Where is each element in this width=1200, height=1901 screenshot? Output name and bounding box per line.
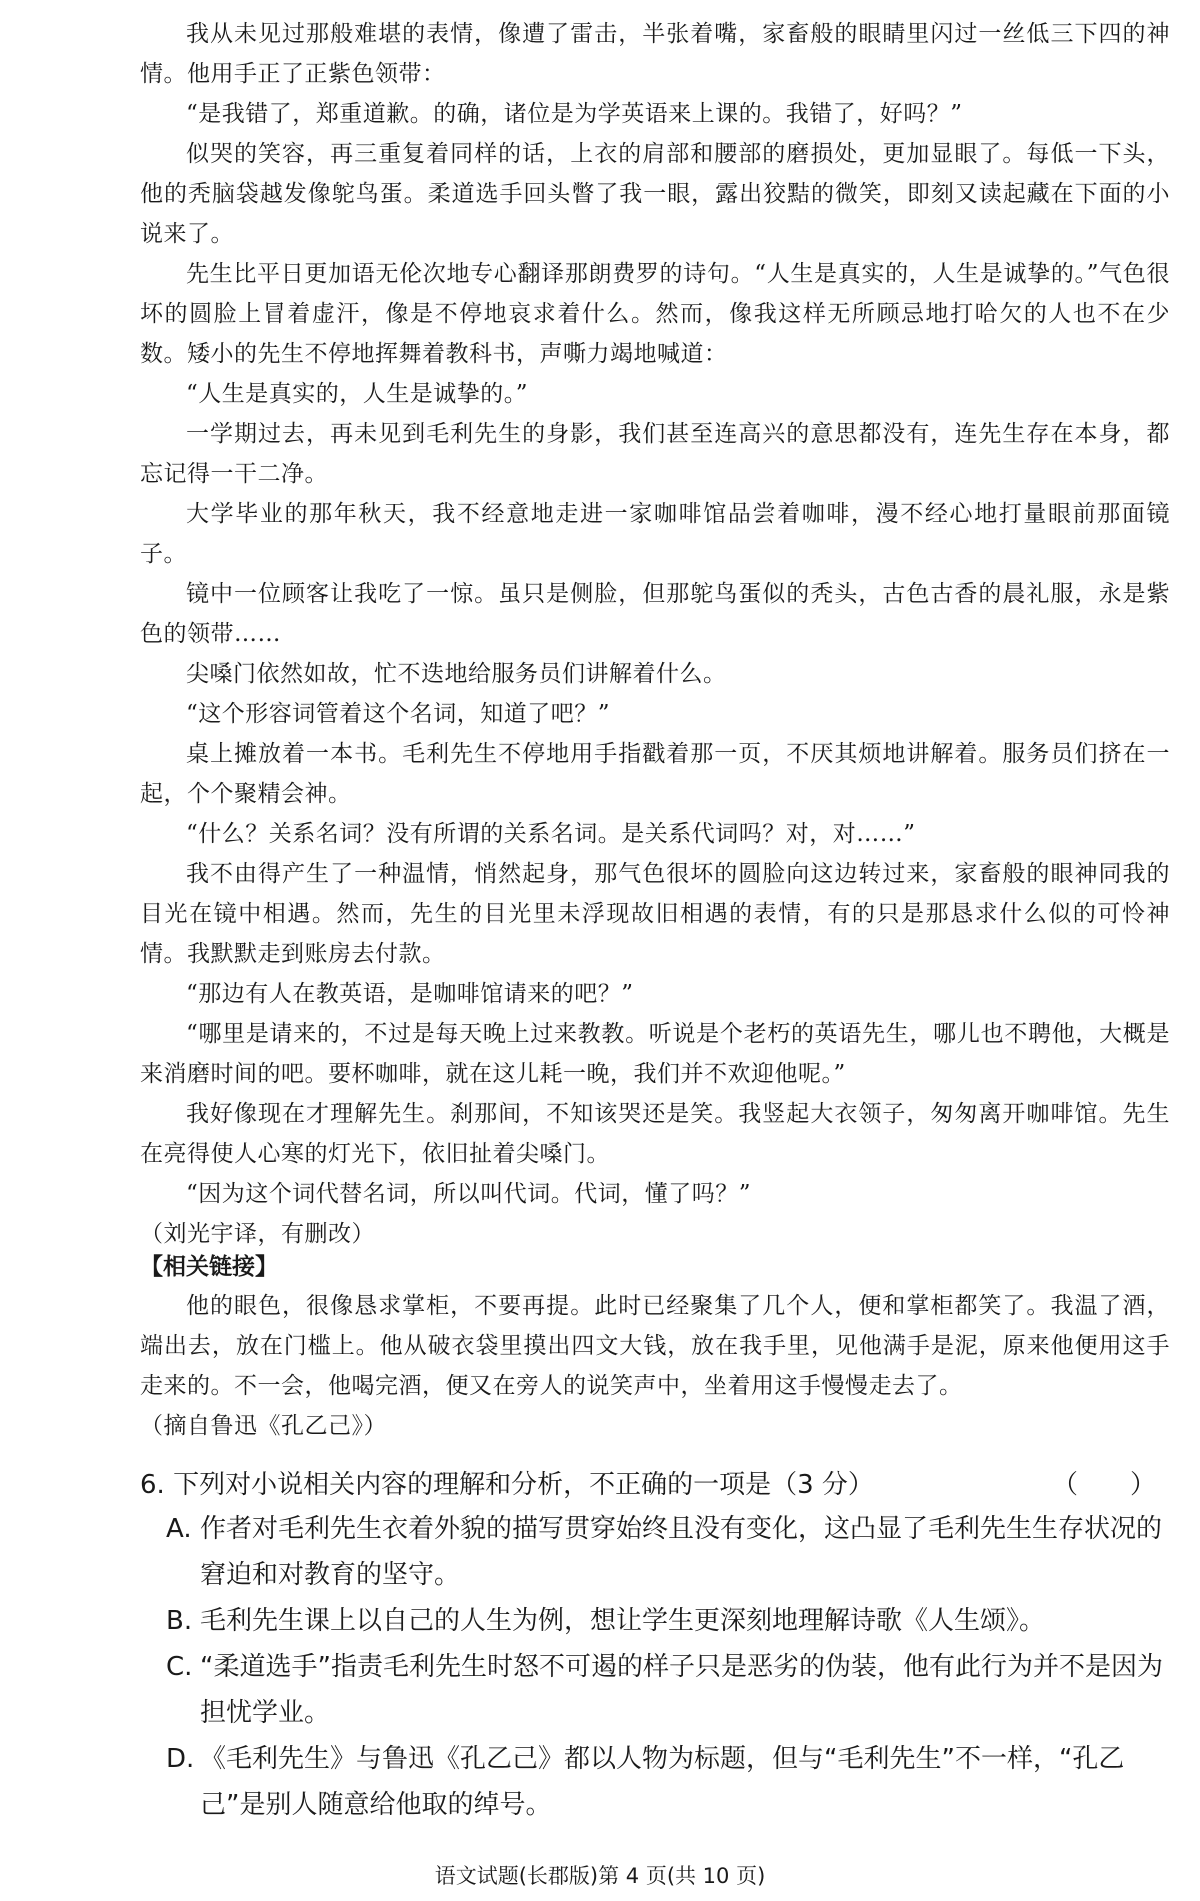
story-paragraph: 一学期过去，再未见到毛利先生的身影，我们甚至连高兴的意思都没有，连先生存在本身，都忘记得一干二净。 [140, 421, 1170, 487]
option-c [166, 1644, 1170, 1736]
question-stem-text: 6. 下列对小说相关内容的理解和分析，不正确的一项是（3 分） [140, 1470, 874, 1500]
option-d [166, 1736, 1170, 1828]
story-paragraph: “那边有人在教英语，是咖啡馆请来的吧？” [186, 981, 634, 1007]
story-paragraph: “这个形容词管着这个名词，知道了吧？” [186, 701, 611, 727]
story-paragraph: 我好像现在才理解先生。刹那间，不知该哭还是笑。我竖起大衣领子，匆匆离开咖啡馆。先生在亮得使人心寒的灯光下，依旧扯着尖嗓门。 [140, 1101, 1170, 1167]
question-6 [140, 1464, 1170, 1828]
option-text: “柔道选手”指责毛利先生时怒不可遏的样子只是恶劣的伪装，他有此行为并不是因为担忧学业。 [200, 1652, 1163, 1728]
story-paragraph: “是我错了，郑重道歉。的确，诸位是为学英语来上课的。我错了，好吗？” [186, 101, 963, 127]
option-text: 《毛利先生》与鲁迅《孔乙己》都以人物为标题，但与“毛利先生”不一样，“孔乙己”是别人随意给他取的绰号。 [200, 1744, 1125, 1820]
option-text: 毛利先生课上以自己的人生为例，想让学生更深刻地理解诗歌《人生颂》。 [200, 1606, 1046, 1636]
story-paragraph: “什么？关系名词？没有所谓的关系名词。是关系代词吗？对，对……” [186, 821, 916, 847]
story-paragraph: 尖嗓门依然如故，忙不迭地给服务员们讲解着什么。 [186, 661, 727, 687]
story-paragraph: 我从未见过那般难堪的表情，像遭了雷击，半张着嘴，家畜般的眼睛里闪过一丝低三下四的神情。他用手正了正紫色领带： [140, 21, 1170, 87]
answer-bracket: （ ） [1051, 1470, 1156, 1500]
option-text: 作者对毛利先生衣着外貌的描写贯穿始终且没有变化，这凸显了毛利先生生存状况的窘迫和对教育的坚守。 [200, 1514, 1163, 1590]
option-letter: C. [166, 1652, 193, 1682]
related-link-text [140, 1286, 1170, 1446]
page-footer: 语文试题(长郡版)第 4 页(共 10 页) [434, 1864, 766, 1888]
related-link-heading: 【相关链接】 [140, 1254, 278, 1280]
story-paragraph: “哪里是请来的，不过是每天晚上过来教教。听说是个老朽的英语先生，哪儿也不聘他，大概是来消磨时间的吧。要杯咖啡，就在这儿耗一晚，我们并不欢迎他呢。” [140, 1021, 1170, 1087]
option-letter: D. [166, 1744, 195, 1774]
question-stem [140, 1464, 1170, 1506]
story-text [140, 14, 1170, 1254]
story-paragraph: 似哭的笑容，再三重复着同样的话，上衣的肩部和腰部的磨损处，更加显眼了。每低一下头，他的秃脑袋越发像鸵鸟蛋。柔道选手回头瞥了我一眼，露出狡黠的微笑，即刻又读起藏在下面的小说来了。 [140, 141, 1170, 247]
story-attribution: （刘光宇译，有删改） [140, 1221, 375, 1247]
option-letter: B. [166, 1606, 193, 1636]
related-paragraph: 他的眼色，很像恳求掌柜，不要再提。此时已经聚集了几个人，便和掌柜都笑了。我温了酒，端出去，放在门槛上。他从破衣袋里摸出四文大钱，放在我手里，见他满手是泥，原来他便用这手走来的。不一会，他喝完酒，便又在旁人的说笑声中，坐着用这手慢慢走去了。 [140, 1293, 1170, 1399]
story-paragraph: 大学毕业的那年秋天，我不经意地走进一家咖啡馆品尝着咖啡，漫不经心地打量眼前那面镜子。 [140, 501, 1170, 567]
story-paragraph: 镜中一位顾客让我吃了一惊。虽只是侧脸，但那鸵鸟蛋似的秃头，古色古香的晨礼服，永是紫色的领带…… [140, 581, 1170, 647]
story-paragraph: “因为这个词代替名词，所以叫代词。代词，懂了吗？” [186, 1181, 752, 1207]
related-attribution: （摘自鲁迅《孔乙己》） [140, 1413, 387, 1439]
story-paragraph: 我不由得产生了一种温情，悄然起身，那气色很坏的圆脸向这边转过来，家畜般的眼神同我的目光在镜中相遇。然而，先生的目光里未浮现故旧相遇的表情，有的只是那恳求什么似的可怜神情。我默默走到账房去付款。 [140, 861, 1170, 967]
option-a [166, 1506, 1170, 1598]
story-paragraph: 先生比平日更加语无伦次地专心翻译那朗费罗的诗句。“人生是真实的，人生是诚挚的。”气色很坏的圆脸上冒着虚汗，像是不停地哀求着什么。然而，像我这样无所顾忌地打哈欠的人也不在少数。矮小的先生不停地挥舞着教科书，声嘶力竭地喊道： [140, 261, 1170, 367]
option-b [166, 1598, 1170, 1644]
story-paragraph: 桌上摊放着一本书。毛利先生不停地用手指戳着那一页，不厌其烦地讲解着。服务员们挤在一起，个个聚精会神。 [140, 741, 1170, 807]
option-letter: A. [166, 1514, 192, 1544]
story-paragraph: “人生是真实的，人生是诚挚的。” [186, 381, 529, 407]
